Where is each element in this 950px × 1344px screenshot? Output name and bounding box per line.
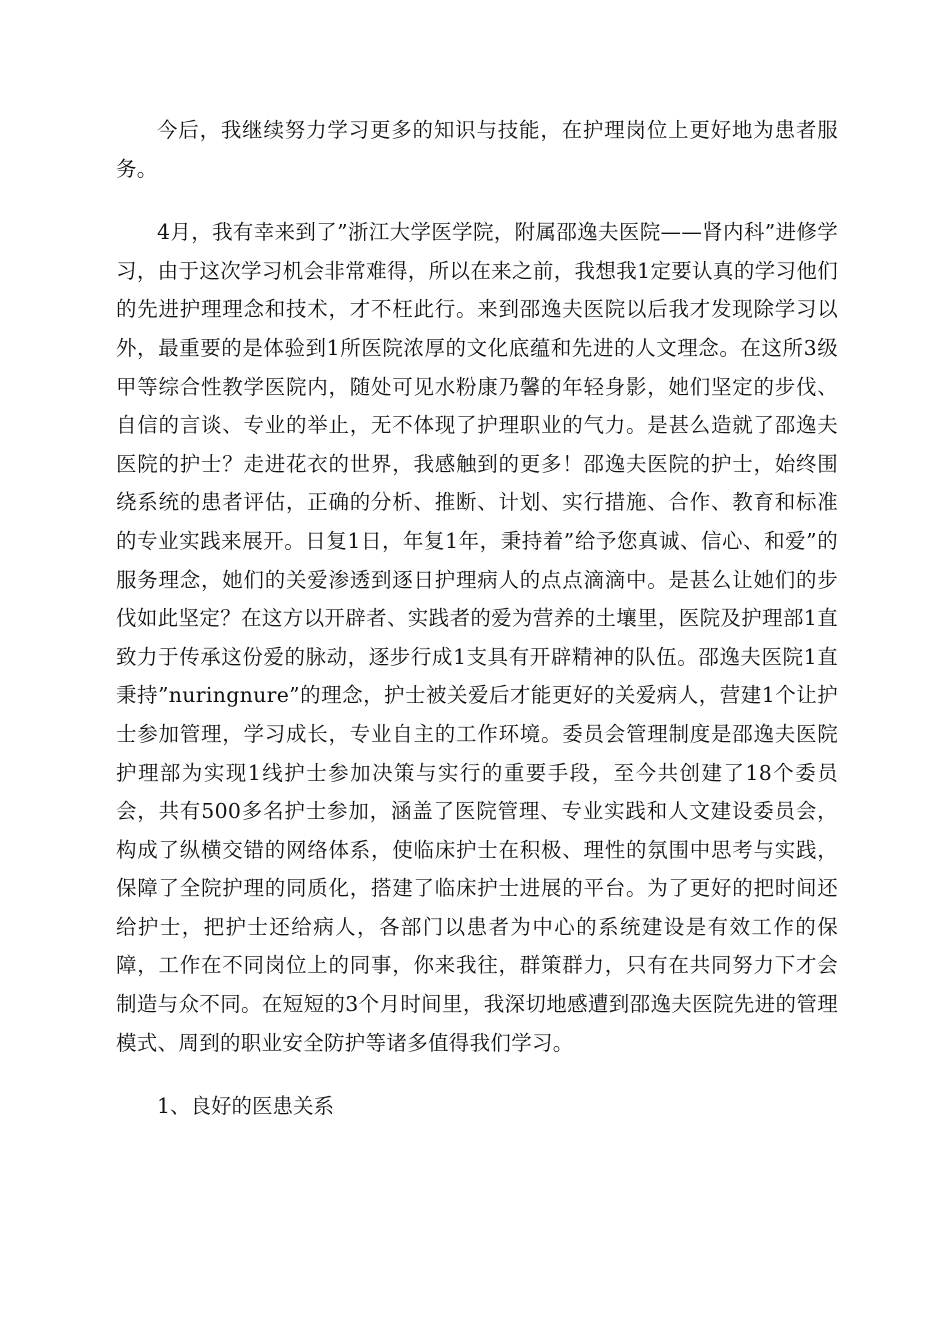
- paragraph-training-experience: 4月，我有幸来到了”浙江大学医学院，附属邵逸夫医院——肾内科”进修学习，由于这次学习机会非常难得，所以在来之前，我想我1定要认真的学习他们的先进护理理念和技术，才不枉此行。来到邵逸夫医院以后我才发现除学习以外，最重要的是体验到1所医院浓厚的文化底蕴和先进的人文理念。在这所3级甲等综合性教学医院内，随处可见水粉康乃馨的年轻身影，她们坚定的步伐、自信的言谈、专业的举止，无不体现了护理职业的气力。是甚么造就了邵逸夫医院的护士？走进花衣的世界，我感触到的更多！邵逸夫医院的护士，始终围绕系统的患者评估，正确的分析、推断、计划、实行措施、合作、教育和标准的专业实践来展开。日复1日，年复1年，秉持着”给予您真诚、信心、和爱”的服务理念，她们的关爱渗透到逐日护理病人的点点滴滴中。是甚么让她们的步伐如此坚定？在这方以开辟者、实践者的爱为营养的土壤里，医院及护理部1直致力于传承这份爱的脉动，逐步行成1支具有开辟精神的队伍。邵逸夫医院1直秉持”nuringnure”的理念，护士被关爱后才能更好的关爱病人，营建1个让护士参加管理，学习成长，专业自主的工作环境。委员会管理制度是邵逸夫医院护理部为实现1线护士参加决策与实行的重要手段，至今共创建了18个委员会，共有500多名护士参加，涵盖了医院管理、专业实践和人文建设委员会，构成了纵横交错的网络体系，使临床护士在积极、理性的氛围中思考与实践，保障了全院护理的同质化，搭建了临床护士进展的平台。为了更好的把时间还给护士，把护士还给病人，各部门以患者为中心的系统建设是有效工作的保障，工作在不同岗位上的同事，你来我往，群策群力，只有在共同努力下才会制造与众不同。在短短的3个月时间里，我深切地感遭到邵逸夫医院先进的管理模式、周到的职业安全防护等诸多值得我们学习。: [116, 220, 838, 1055]
- section-heading: 1、良好的医患关系: [157, 1094, 335, 1119]
- paragraph-closing-remark: 今后，我继续努力学习更多的知识与技能，在护理岗位上更好地为患者服务。: [116, 118, 838, 181]
- document-page: [116, 111, 838, 1126]
